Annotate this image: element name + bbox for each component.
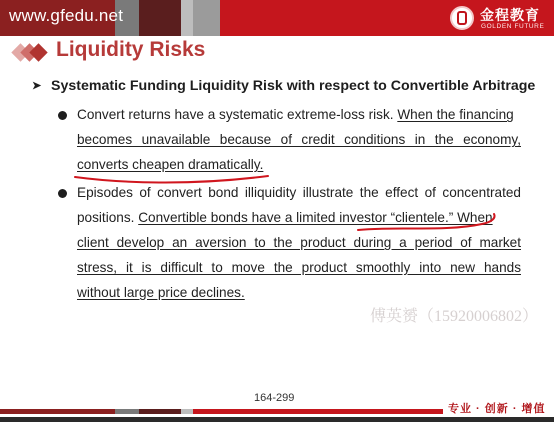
underlined-text: without large price declines. — [77, 285, 245, 300]
logo-english-name: GOLDEN FUTURE — [481, 23, 545, 30]
underlined-text: When the financing — [397, 107, 514, 122]
bullet-text: Convert returns have a systematic extreme-loss risk. — [77, 107, 398, 122]
underlined-text: stress, it is difficult to move the product smoothly into new hands — [77, 260, 521, 275]
site-url: www.gfedu.net — [9, 6, 124, 25]
subheading-text: Systematic Funding Liquidity Risk with respect to Convertible Arbitrage — [51, 78, 536, 94]
slide-title: Liquidity Risks — [56, 38, 206, 61]
underlined-text: client develop an aversion to the product during a period of market — [77, 235, 521, 250]
page-number: 164-299 — [254, 392, 295, 404]
logo-chinese-name: 金程教育 — [480, 7, 540, 23]
underlined-text: converts cheapen dramatically. — [77, 157, 264, 172]
bullet-text: Episodes of convert bond illiquidity illustrate the effect of concentrated — [77, 185, 521, 200]
bullet-text: positions. — [77, 210, 139, 225]
arrow-bullet-icon: ➤ — [32, 80, 42, 92]
underlined-text: Convertible bonds have a limited investor “clientele.” When — [138, 210, 493, 225]
watermark: 傅英赟（15920006802） — [370, 308, 539, 325]
footer-slogan: 专业 · 创新 · 增值 — [448, 403, 546, 415]
underlined-text: becomes unavailable because of credit conditions in the economy, — [77, 132, 521, 147]
